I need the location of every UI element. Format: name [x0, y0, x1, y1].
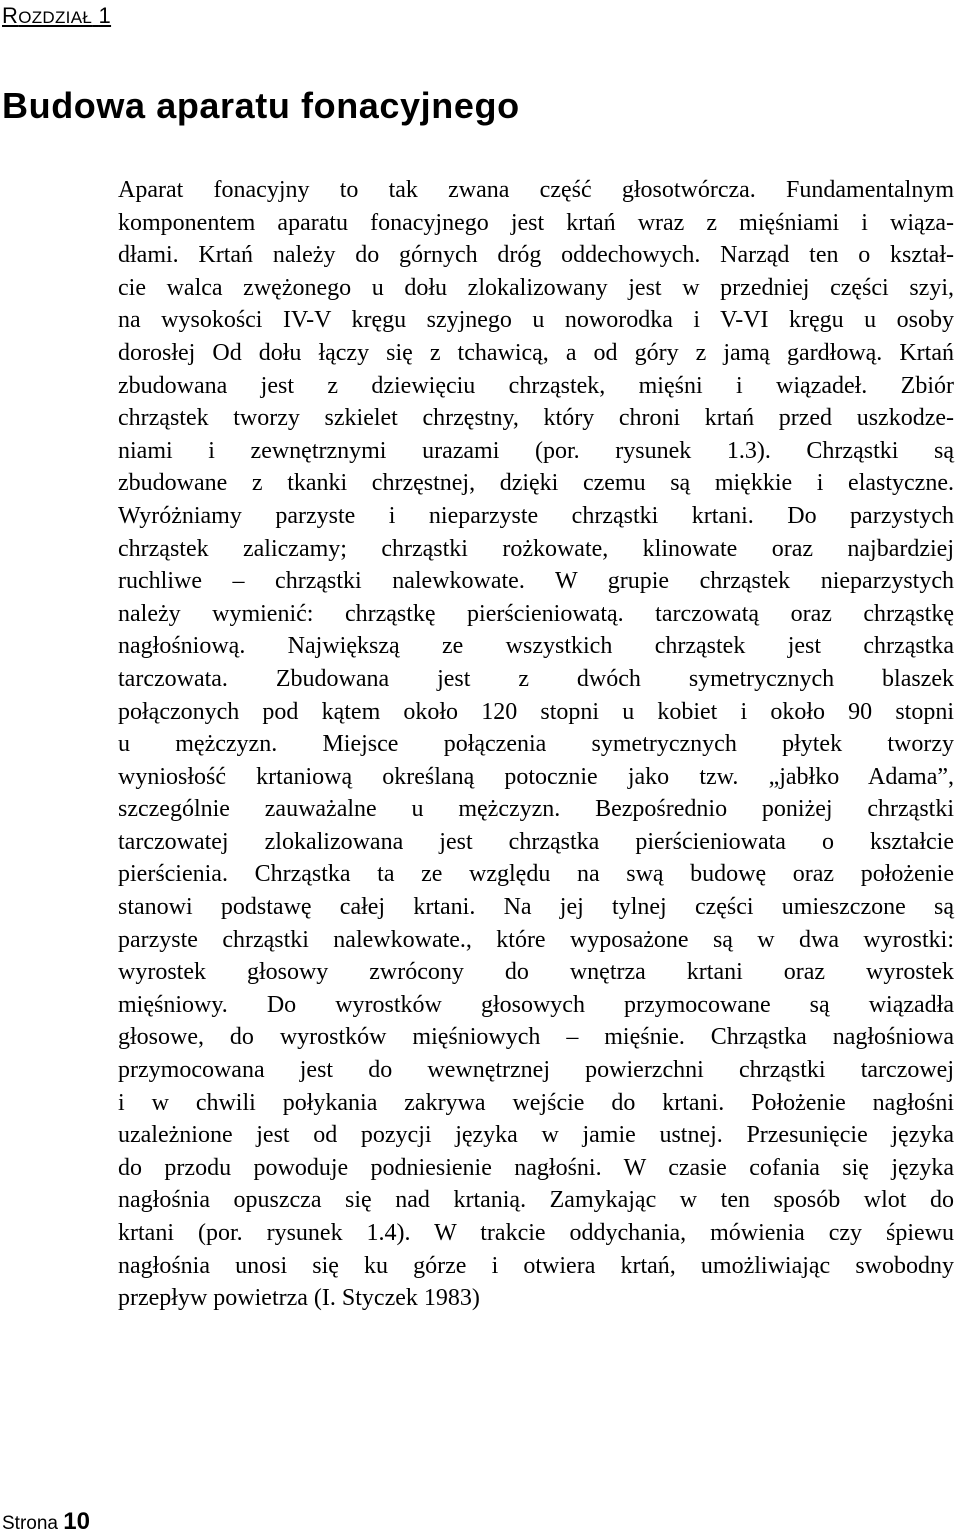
text-line: wyrostek głosowy zwrócony do wnętrza krtani oraz wyrostek — [118, 959, 954, 986]
text-line: nagłośnia unosi się ku górze i otwiera krtań, umożliwiając swobodny — [118, 1252, 954, 1279]
text-line: głosowe, do wyrostków mięśniowych – mięśnie. Chrząstka nagłośniowa — [118, 1024, 954, 1051]
chapter-label-rest: OZDZIAŁ — [18, 8, 93, 27]
text-line: stanowi podstawę całej krtani. Na jej tylnej części umieszczone są — [118, 894, 954, 921]
text-line: cie walca zwężonego u dołu zlokalizowany jest w przedniej części szyi, — [118, 274, 954, 301]
text-line: na wysokości IV-V kręgu szyjnego u noworodka i V-VI kręgu u osoby — [118, 307, 954, 334]
text-line: przepływ powietrza (I. Styczek 1983) — [118, 1285, 480, 1312]
page-label: Strona — [2, 1513, 58, 1534]
text-line: dorosłej Od dołu łączy się z tchawicą, a od góry z jamą gardłową. Krtań — [118, 339, 954, 366]
text-line: tarczowatej zlokalizowana jest chrząstka pierścieniowata o kształcie — [118, 828, 954, 855]
text-line: tarczowata. Zbudowana jest z dwóch symetrycznych blaszek — [118, 665, 954, 692]
text-line: uzależnione jest od pozycji języka w jamie ustnej. Przesunięcie języka — [118, 1122, 954, 1149]
text-line: nagłośnia opuszcza się nad krtanią. Zamykając w ten sposób wlot do — [118, 1187, 954, 1214]
chapter-label-initial: R — [2, 3, 19, 28]
page-number: 10 — [63, 1508, 90, 1535]
text-line: pierścienia. Chrząstka ta ze względu na swą budowę oraz położenie — [118, 861, 954, 888]
body-paragraph — [118, 174, 954, 1315]
text-line: mięśniowy. Do wyrostków głosowych przymocowane są wiązadła — [118, 991, 954, 1018]
text-line: połączonych pod kątem około 120 stopni u kobiet i około 90 stopni — [118, 698, 954, 725]
page-footer — [2, 1508, 90, 1538]
text-line: do przodu powoduje podniesienie nagłośni. W czasie cofania się języka — [118, 1154, 954, 1181]
text-line: parzyste chrząstki nalewkowate., które wyposażone są w dwa wyrostki: — [118, 926, 954, 953]
text-line: przymocowana jest do wewnętrznej powierzchni chrząstki tarczowej — [118, 1057, 954, 1084]
text-line: niami i zewnętrznymi urazami (por. rysunek 1.3). Chrząstki są — [118, 437, 954, 464]
text-line: Wyróżniamy parzyste i nieparzyste chrząstki krtani. Do parzystych — [118, 502, 954, 529]
text-line: krtani (por. rysunek 1.4). W trakcie oddychania, mówienia czy śpiewu — [118, 1220, 954, 1246]
text-line: dłami. Krtań należy do górnych dróg oddechowych. Narząd ten o kształ- — [118, 242, 954, 269]
text-line: u mężczyzn. Miejsce połączenia symetrycznych płytek tworzy — [118, 731, 954, 758]
text-line: chrząstek zaliczamy; chrząstki rożkowate, klinowate oraz najbardziej — [118, 535, 954, 562]
text-line: zbudowane z tkanki chrzęstnej, dzięki czemu są miękkie i elastyczne. — [118, 470, 954, 497]
chapter-number: 1 — [98, 3, 112, 28]
text-line: należy wymienić: chrząstkę pierścieniowatą. tarczowatą oraz chrząstkę — [118, 600, 954, 627]
chapter-label — [2, 2, 111, 32]
text-line: komponentem aparatu fonacyjnego jest krtań wraz z mięśniami i wiąza- — [118, 209, 954, 236]
text-line: i w chwili połykania zakrywa wejście do krtani. Położenie nagłośni — [118, 1089, 954, 1116]
text-line: ruchliwe – chrząstki nalewkowate. W grupie chrząstek nieparzystych — [118, 568, 954, 595]
text-line: Aparat fonacyjny to tak zwana część głosotwórcza. Fundamentalnym — [118, 177, 954, 203]
text-line: szczególnie zauważalne u mężczyzn. Bezpośrednio poniżej chrząstki — [118, 796, 954, 823]
chapter-title: Budowa aparatu fonacyjnego — [2, 85, 520, 126]
text-line: zbudowana jest z dziewięciu chrząstek, mięśni i wiązadeł. Zbiór — [118, 372, 954, 399]
text-line: nagłośniową. Największą ze wszystkich chrząstek jest chrząstka — [118, 633, 954, 660]
text-line: wyniosłość krtaniową określaną potocznie jako tzw. „jabłko Adama”, — [118, 763, 954, 790]
text-line: chrząstek tworzy szkielet chrzęstny, który chroni krtań przed uszkodze- — [118, 405, 954, 432]
